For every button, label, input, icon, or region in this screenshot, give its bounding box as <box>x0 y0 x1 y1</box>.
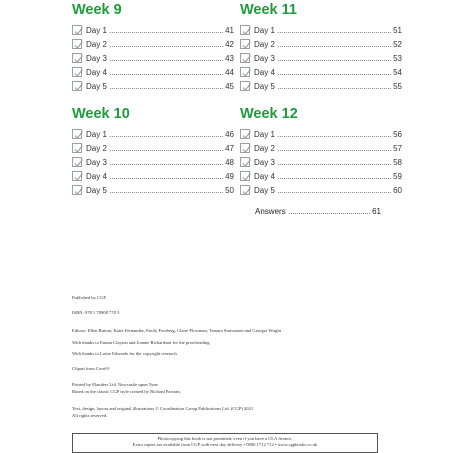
page-number: 43 <box>225 54 234 63</box>
answers-page-number: 61 <box>372 207 381 216</box>
day-row <box>240 126 402 140</box>
check-mark-icon <box>72 143 84 155</box>
check-mark-icon <box>72 171 84 183</box>
day-label: Day 5 <box>254 82 275 91</box>
answers-label: Answers <box>255 207 286 216</box>
page-number: 56 <box>393 130 402 139</box>
day-row <box>240 154 402 168</box>
leader-dots <box>278 60 391 61</box>
photocopy-notice-box <box>72 433 378 453</box>
checkbox[interactable] <box>240 171 250 181</box>
day-label: Day 1 <box>254 26 275 35</box>
page-number: 58 <box>393 158 402 167</box>
copyright-line: Text, design, layout and original illustrations © Coordination Group Publications Ltd. (CGP) 2021 <box>72 406 254 411</box>
check-mark-icon <box>240 67 252 79</box>
checkbox[interactable] <box>240 53 250 63</box>
checkbox[interactable] <box>72 81 82 91</box>
checkbox[interactable] <box>72 67 82 77</box>
check-mark-icon <box>72 81 84 93</box>
day-row <box>72 182 234 196</box>
page-number: 41 <box>225 26 234 35</box>
day-label: Day 2 <box>254 144 275 153</box>
page-number: 52 <box>393 40 402 49</box>
week-10-section <box>72 106 234 196</box>
day-label: Day 3 <box>254 54 275 63</box>
day-row <box>240 140 402 154</box>
page-number: 44 <box>225 68 234 77</box>
proofreading-thanks: With thanks to Emma Clayton and Joanne Richardson for the proofreading. <box>72 340 211 345</box>
day-label: Day 3 <box>86 158 107 167</box>
check-mark-icon <box>240 185 252 197</box>
week-12-section <box>240 106 402 196</box>
rights-reserved: All rights reserved. <box>72 413 108 418</box>
check-mark-icon <box>72 67 84 79</box>
check-mark-icon <box>72 39 84 51</box>
page-number: 45 <box>225 82 234 91</box>
day-label: Day 4 <box>254 172 275 181</box>
leader-dots <box>110 60 223 61</box>
day-row <box>72 36 234 50</box>
editors: Editors: Ellen Burton, Katie Fernandez, Emily Forsberg, Claire Plowman, Tamara Sinivassen and Georgia Wright <box>72 328 282 333</box>
day-label: Day 1 <box>86 130 107 139</box>
week-title: Week 9 <box>72 2 122 18</box>
check-mark-icon <box>72 53 84 65</box>
leader-dots <box>278 178 391 179</box>
printer: Printed by Elanders Ltd, Newcastle upon Tyne. <box>72 382 159 387</box>
leader-dots <box>110 178 223 179</box>
check-mark-icon <box>240 53 252 65</box>
checkbox[interactable] <box>72 185 82 195</box>
day-row <box>240 36 402 50</box>
leader-dots <box>278 32 391 33</box>
day-row <box>72 78 234 92</box>
day-label: Day 2 <box>86 144 107 153</box>
check-mark-icon <box>72 157 84 169</box>
checkbox[interactable] <box>72 25 82 35</box>
clipart-credit: Clipart from Corel® <box>72 366 110 371</box>
day-row <box>240 168 402 182</box>
day-row <box>72 22 234 36</box>
leader-dots <box>110 46 223 47</box>
checkbox[interactable] <box>72 53 82 63</box>
leader-dots <box>110 150 223 151</box>
leader-dots <box>278 136 391 137</box>
leader-dots <box>278 164 391 165</box>
day-row <box>240 78 402 92</box>
week-title: Week 12 <box>240 106 298 122</box>
check-mark-icon <box>72 129 84 141</box>
check-mark-icon <box>240 143 252 155</box>
checkbox[interactable] <box>72 171 82 181</box>
leader-dots <box>110 32 223 33</box>
page-number: 42 <box>225 40 234 49</box>
checkbox[interactable] <box>240 39 250 49</box>
day-label: Day 4 <box>86 172 107 181</box>
day-label: Day 1 <box>86 26 107 35</box>
day-label: Day 5 <box>86 82 107 91</box>
leader-dots <box>278 192 391 193</box>
leader-dots <box>289 213 370 214</box>
page-number: 59 <box>393 172 402 181</box>
leader-dots <box>110 74 223 75</box>
page-number: 55 <box>393 82 402 91</box>
leader-dots <box>278 74 391 75</box>
page-number: 48 <box>225 158 234 167</box>
leader-dots <box>278 46 391 47</box>
day-label: Day 4 <box>254 68 275 77</box>
page-number: 51 <box>393 26 402 35</box>
day-label: Day 1 <box>254 130 275 139</box>
copyright-research-thanks: With thanks to Lottie Edwards for the copyright research. <box>72 351 178 356</box>
day-label: Day 4 <box>86 68 107 77</box>
week-11-section <box>240 2 402 92</box>
answers-entry <box>255 207 381 217</box>
check-mark-icon <box>240 129 252 141</box>
week-title: Week 11 <box>240 2 297 18</box>
day-row <box>72 126 234 140</box>
check-mark-icon <box>240 171 252 183</box>
checkbox[interactable] <box>72 157 82 167</box>
checkbox[interactable] <box>72 39 82 49</box>
checkbox[interactable] <box>240 25 250 35</box>
day-row <box>72 140 234 154</box>
page-number: 47 <box>225 144 234 153</box>
extra-copies-notice: Extra copies are available from CGP with next day delivery • 0800 1712 712 • www.cgpbooks.co.uk <box>132 442 318 447</box>
checkbox[interactable] <box>240 81 250 91</box>
leader-dots <box>278 88 391 89</box>
day-row <box>240 64 402 78</box>
day-row <box>72 50 234 64</box>
check-mark-icon <box>240 81 252 93</box>
day-row <box>240 182 402 196</box>
day-label: Day 2 <box>86 40 107 49</box>
checkbox[interactable] <box>240 129 250 139</box>
week-9-section <box>72 2 234 92</box>
leader-dots <box>110 136 223 137</box>
page-number: 60 <box>393 186 402 195</box>
check-mark-icon <box>72 185 84 197</box>
checkbox[interactable] <box>240 157 250 167</box>
page-number: 46 <box>225 130 234 139</box>
day-row <box>240 22 402 36</box>
page-number: 57 <box>393 144 402 153</box>
photocopy-notice: Photocopying this book is not permitted, even if you have a CLA licence. <box>157 436 293 441</box>
day-row <box>240 50 402 64</box>
checkbox[interactable] <box>72 143 82 153</box>
published-by: Published by CGP <box>72 295 106 300</box>
page-number: 54 <box>393 68 402 77</box>
checkbox[interactable] <box>72 129 82 139</box>
style-credit: Based on the classic CGP style created by Richard Parsons. <box>72 389 182 394</box>
isbn: ISBN: 978 1 78908 770 3 <box>72 310 120 315</box>
day-label: Day 2 <box>254 40 275 49</box>
week-title: Week 10 <box>72 106 130 122</box>
day-label: Day 5 <box>254 186 275 195</box>
leader-dots <box>110 192 223 193</box>
leader-dots <box>110 88 223 89</box>
checkbox[interactable] <box>240 143 250 153</box>
leader-dots <box>278 150 391 151</box>
checkbox[interactable] <box>240 67 250 77</box>
check-mark-icon <box>240 157 252 169</box>
day-row <box>72 168 234 182</box>
day-row <box>72 154 234 168</box>
page-number: 53 <box>393 54 402 63</box>
check-mark-icon <box>72 25 84 37</box>
page-number: 50 <box>225 186 234 195</box>
check-mark-icon <box>240 25 252 37</box>
check-mark-icon <box>240 39 252 51</box>
checkbox[interactable] <box>240 185 250 195</box>
page-number: 49 <box>225 172 234 181</box>
day-label: Day 3 <box>254 158 275 167</box>
day-label: Day 3 <box>86 54 107 63</box>
leader-dots <box>110 164 223 165</box>
day-row <box>72 64 234 78</box>
day-label: Day 5 <box>86 186 107 195</box>
